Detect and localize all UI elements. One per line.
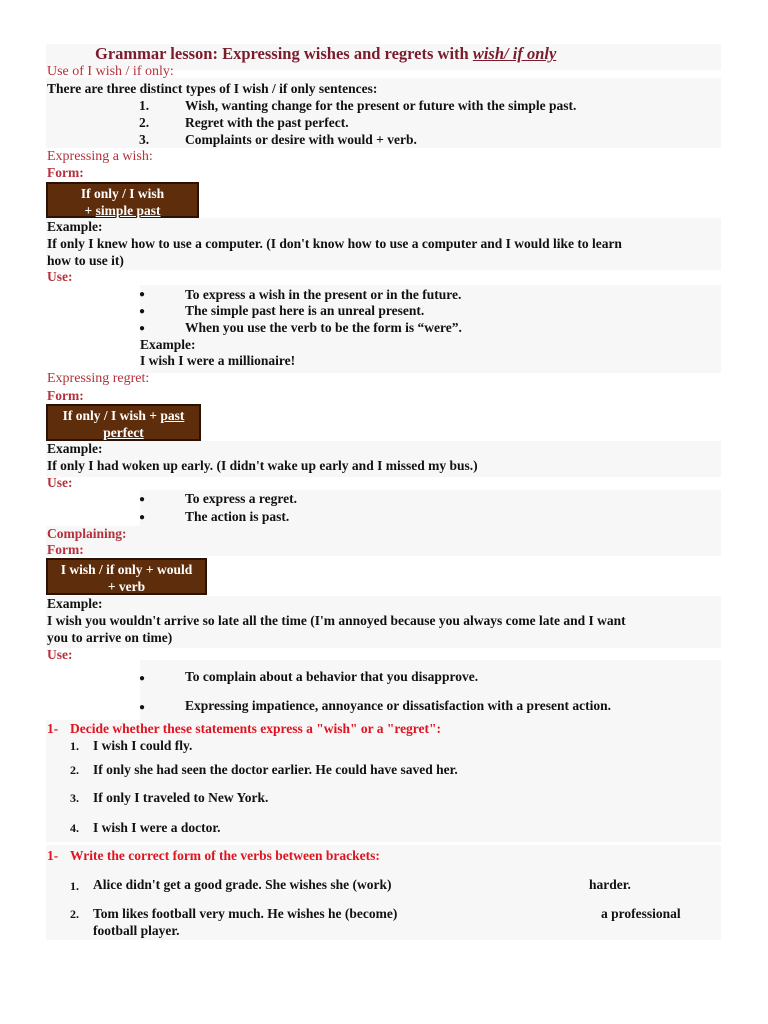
regret-form-line1: If only / I wish + past xyxy=(62,408,185,423)
complain-form-line1: I wish / if only + would xyxy=(60,562,193,577)
exercise2-item-2-tail: a professional xyxy=(601,906,681,921)
type-text-1: Wish, wanting change for the present or future with the simple past. xyxy=(185,98,577,113)
bullet-icon: ● xyxy=(139,512,146,523)
exercise1-item-num-2: 2. xyxy=(70,763,79,777)
exercise1-item-3: If only I traveled to New York. xyxy=(93,790,269,805)
exercise1-item-num-3: 3. xyxy=(70,791,79,805)
exercise1-item-2: If only she had seen the doctor earlier. He could have saved her. xyxy=(93,762,458,777)
exercise2-item-1: Alice didn't get a good grade. She wishes she (work) xyxy=(93,877,392,892)
complain-form-label: Form: xyxy=(47,542,84,557)
bullet-icon: ● xyxy=(139,702,146,713)
type-num-1: 1. xyxy=(139,98,150,113)
exercise2-item-num-1: 1. xyxy=(70,879,79,893)
wish-form-label: Form: xyxy=(47,165,84,180)
intro-text: There are three distinct types of I wish / if only sentences: xyxy=(47,81,378,96)
wish-bullet-2: The simple past here is an unreal present. xyxy=(185,303,425,318)
regret-example-label: Example: xyxy=(47,441,103,456)
complain-bullet-2: Expressing impatience, annoyance or dissatisfaction with a present action. xyxy=(185,698,612,713)
regret-form-box xyxy=(46,404,201,441)
bullet-icon: ● xyxy=(139,289,146,300)
exercise2-item-1-tail: harder. xyxy=(589,877,631,892)
exercise2-instruction: Write the correct form of the verbs between brackets: xyxy=(70,848,380,863)
exercise2-number: 1- xyxy=(47,848,59,863)
exercise1-item-num-4: 4. xyxy=(70,821,79,835)
wish-use-label: Use: xyxy=(47,269,73,284)
regret-heading: Expressing regret: xyxy=(47,371,150,386)
exercise1-number: 1- xyxy=(47,721,59,736)
use-heading: Use of I wish / if only: xyxy=(47,64,174,79)
wish-sub-example-label: Example: xyxy=(140,337,196,352)
regret-example: If only I had woken up early. (I didn't wake up early and I missed my bus.) xyxy=(47,458,478,473)
bullet-icon: ● xyxy=(139,673,146,684)
regret-bullet-2: The action is past. xyxy=(185,509,290,524)
title-emphasis: wish/ if only xyxy=(472,44,557,63)
regret-use-label: Use: xyxy=(47,475,73,490)
page-title: Grammar lesson: Expressing wishes and regrets with wish/ if only xyxy=(95,44,557,63)
exercise1-item-1: I wish I could fly. xyxy=(93,738,193,753)
complain-example-line1: I wish you wouldn't arrive so late all the time (I'm annoyed because you always come late and I want xyxy=(47,613,626,628)
complain-bullet-1: To complain about a behavior that you disapprove. xyxy=(185,669,479,684)
exercise1-item-4: I wish I were a doctor. xyxy=(93,820,221,835)
complain-example-label: Example: xyxy=(47,596,103,611)
wish-form-line1: If only / I wish xyxy=(80,186,165,201)
wish-form-box xyxy=(46,182,199,218)
wish-example-label: Example: xyxy=(47,219,103,234)
regret-form-line2: perfect xyxy=(103,425,144,440)
complain-example-line2: you to arrive on time) xyxy=(47,630,173,645)
type-num-3: 3. xyxy=(139,132,150,147)
regret-form-label: Form: xyxy=(47,388,84,403)
wish-heading: Expressing a wish: xyxy=(47,149,153,164)
shade-complain-form xyxy=(46,526,721,556)
regret-bullet-1: To express a regret. xyxy=(185,491,297,506)
wish-example-line1: If only I knew how to use a computer. (I don't know how to use a computer and I would like to learn xyxy=(47,236,622,251)
type-text-2: Regret with the past perfect. xyxy=(185,115,349,130)
complain-use-label: Use: xyxy=(47,647,73,662)
bullet-icon: ● xyxy=(139,323,146,334)
complain-form-box xyxy=(46,558,207,595)
wish-form-line2: + simple past xyxy=(84,203,161,218)
complain-form-line2: + verb xyxy=(107,579,146,594)
wish-sub-example: I wish I were a millionaire! xyxy=(140,353,296,368)
exercise1-instruction: Decide whether these statements express a "wish" or a "regret": xyxy=(70,721,442,736)
complain-heading: Complaining: xyxy=(47,526,127,541)
exercise1-item-num-1: 1. xyxy=(70,739,79,753)
type-num-2: 2. xyxy=(139,115,150,130)
exercise2-item-2: Tom likes football very much. He wishes he (become) xyxy=(93,906,398,921)
type-text-3: Complaints or desire with would + verb. xyxy=(185,132,417,147)
wish-example-line2: how to use it) xyxy=(47,253,124,268)
wish-bullet-1: To express a wish in the present or in the future. xyxy=(185,287,462,302)
exercise2-item-num-2: 2. xyxy=(70,907,79,921)
exercise2-item-2-cont: football player. xyxy=(93,923,180,938)
wish-bullet-3: When you use the verb to be the form is “were”. xyxy=(185,320,462,335)
bullet-icon: ● xyxy=(139,306,146,317)
bullet-icon: ● xyxy=(139,494,146,505)
